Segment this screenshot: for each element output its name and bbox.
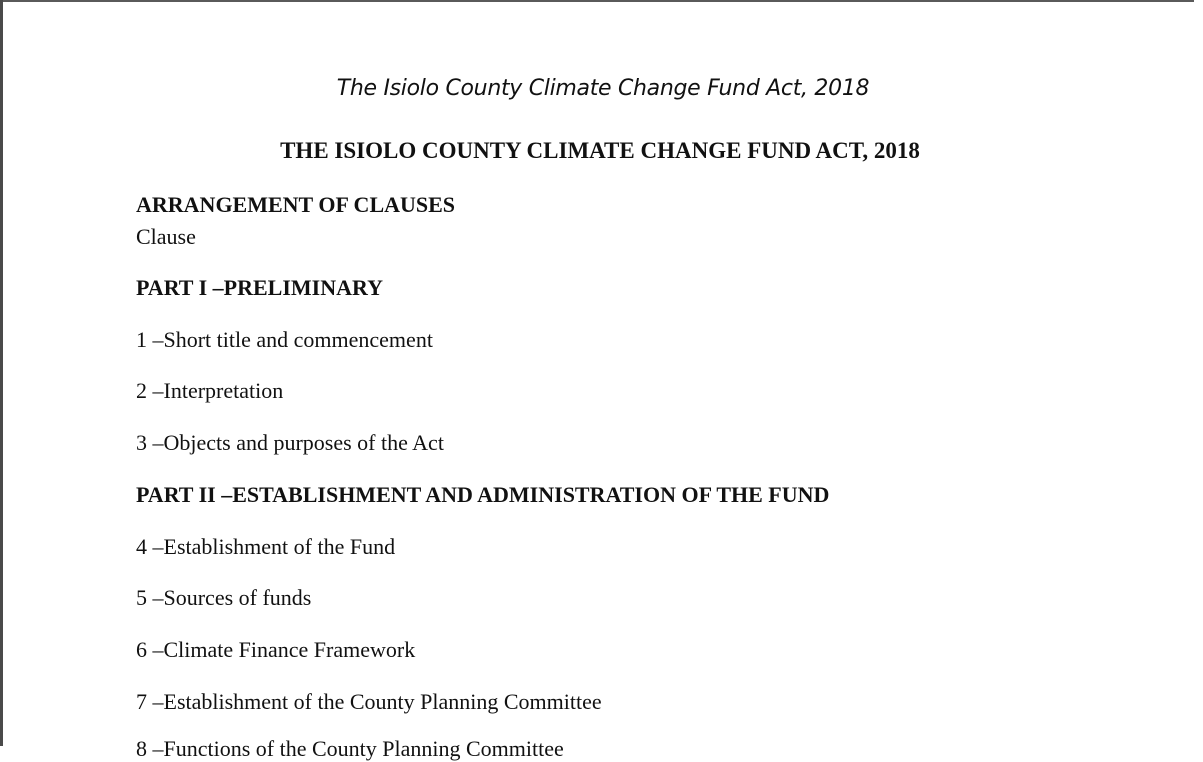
clause-item: 2 –Interpretation <box>136 378 284 403</box>
document-title: THE ISIOLO COUNTY CLIMATE CHANGE FUND ACT, 2018 <box>280 138 920 163</box>
clause-item: 6 –Climate Finance Framework <box>136 637 416 662</box>
clause-item: 1 –Short title and commencement <box>136 327 433 352</box>
arrangement-heading: ARRANGEMENT OF CLAUSES <box>136 192 456 217</box>
document-page <box>3 2 1194 762</box>
clause-item: 8 –Functions of the County Planning Committee <box>136 736 564 761</box>
part-heading: PART I –PRELIMINARY <box>136 275 383 300</box>
running-header: The Isiolo County Climate Change Fund Act, 2018 <box>336 76 870 101</box>
window-frame-left <box>0 0 3 746</box>
clause-item: 3 –Objects and purposes of the Act <box>136 430 444 455</box>
clause-label: Clause <box>136 224 196 249</box>
clause-item: 4 –Establishment of the Fund <box>136 534 396 559</box>
clause-item: 5 –Sources of funds <box>136 585 312 610</box>
window-frame-top <box>0 0 1194 2</box>
clause-item: 7 –Establishment of the County Planning Committee <box>136 689 602 714</box>
part-heading: PART II –ESTABLISHMENT AND ADMINISTRATION OF THE FUND <box>136 482 830 507</box>
